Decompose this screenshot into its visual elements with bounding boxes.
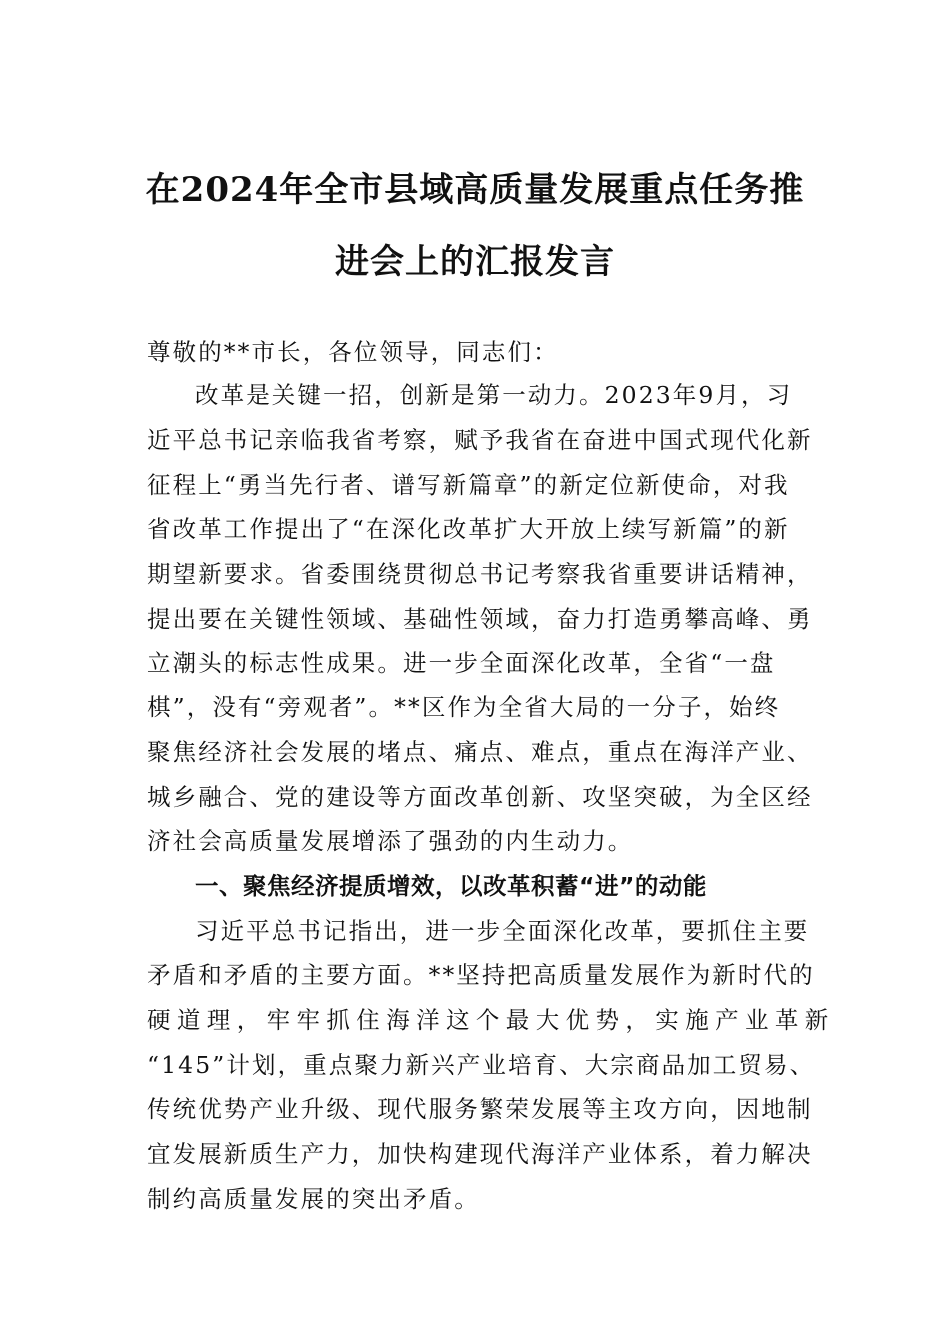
- paragraph-2-line: 习近平总书记指出，进一步全面深化改革，要抓住主要: [195, 917, 810, 945]
- paragraph-2-line: 制约高质量发展的突出矛盾。: [147, 1185, 480, 1213]
- paragraph-2-line: “145”计划，重点聚力新兴产业培育、大宗商品加工贸易、: [147, 1051, 816, 1079]
- paragraph-1-line: 棋”，没有“旁观者”。**区作为全省大局的一分子，始终: [147, 693, 781, 721]
- paragraph-2-line: 硬道理，牢牢抓住海洋这个最大优势，实施产业革新: [147, 1006, 835, 1034]
- paragraph-2-line: 传统优势产业升级、现代服务繁荣发展等主攻方向，因地制: [147, 1095, 813, 1123]
- paragraph-1-line: 济社会高质量发展增添了强劲的内生动力。: [147, 827, 634, 855]
- paragraph-1-line: 城乡融合、党的建设等方面改革创新、攻坚突破，为全区经: [147, 783, 813, 811]
- paragraph-1-line: 改革是关键一招，创新是第一动力。2023年9月，习: [195, 381, 793, 409]
- paragraph-2-line: 宜发展新质生产力，加快构建现代海洋产业体系，着力解决: [147, 1140, 813, 1168]
- paragraph-2-line: 矛盾和矛盾的主要方面。**坚持把高质量发展作为新时代的: [147, 961, 815, 989]
- document-title-line-1: 在2024年全市县域高质量发展重点任务推: [145, 170, 805, 210]
- paragraph-1-line: 立潮头的标志性成果。进一步全面深化改革，全省“一盘: [147, 649, 776, 677]
- paragraph-1-line: 聚焦经济社会发展的堵点、痛点、难点，重点在海洋产业、: [147, 738, 813, 766]
- paragraph-1-line: 征程上“勇当先行者、谱写新篇章”的新定位新使命，对我: [147, 471, 790, 499]
- paragraph-1-line: 提出要在关键性领域、基础性领域，奋力打造勇攀高峰、勇: [147, 605, 813, 633]
- paragraph-1-line: 期望新要求。省委围绕贯彻总书记考察我省重要讲话精神，: [147, 560, 813, 588]
- paragraph-1-line: 近平总书记亲临我省考察，赋予我省在奋进中国式现代化新: [147, 426, 813, 454]
- paragraph-1-line: 省改革工作提出了“在深化改革扩大开放上续写新篇”的新: [147, 515, 790, 543]
- salutation: 尊敬的**市长，各位领导，同志们：: [147, 338, 559, 366]
- document-title-line-2: 进会上的汇报发言: [335, 242, 615, 282]
- section-1-heading: 一、聚焦经济提质增效，以改革积蓄“进”的动能: [195, 872, 707, 900]
